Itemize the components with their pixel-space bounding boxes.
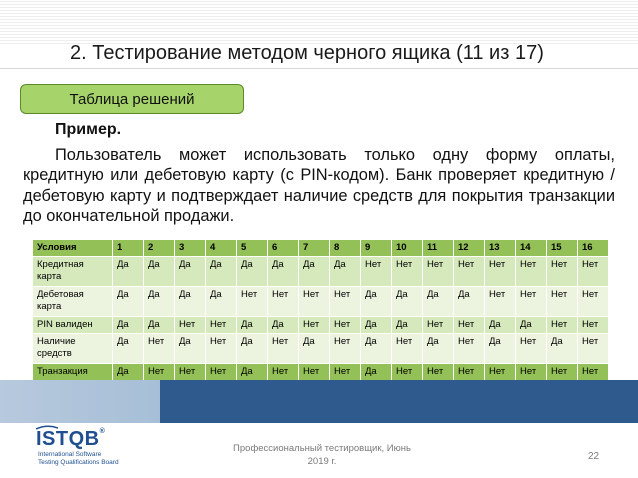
- table-cell: Нет: [578, 334, 608, 363]
- table-cell: Да: [516, 317, 546, 333]
- table-cell: Да: [206, 287, 236, 316]
- example-heading: Пример.: [55, 121, 122, 138]
- table-header-cell: 11: [423, 240, 453, 256]
- istqb-logo: [36, 428, 119, 467]
- table-row: [33, 317, 608, 333]
- table-row: [33, 334, 608, 363]
- footer-line-1: Профессиональный тестировщик, Июнь: [233, 443, 411, 454]
- table-cell: Нет: [268, 334, 298, 363]
- table-cell: Нет: [144, 334, 174, 363]
- table-cell: Нет: [516, 334, 546, 363]
- section-label: [20, 84, 244, 114]
- table-cell: Да: [206, 257, 236, 286]
- table-cell: Нет: [299, 287, 329, 316]
- table-cell: Нет: [454, 317, 484, 333]
- table-cell: Нет: [206, 364, 236, 393]
- table-cell: Да: [237, 334, 267, 363]
- table-cell: Нет: [516, 257, 546, 286]
- table-cell: Нет: [392, 364, 422, 393]
- page-number: 22: [588, 451, 600, 462]
- logo-wordmark: ISTQB®: [36, 428, 106, 450]
- condition-cell: Транзакция: [33, 364, 112, 393]
- table-cell: Нет: [268, 287, 298, 316]
- table-cell: Нет: [392, 257, 422, 286]
- table-cell: Нет: [330, 317, 360, 333]
- decision-table: [32, 239, 609, 394]
- table-header-cell: 14: [516, 240, 546, 256]
- table-cell: Нет: [454, 334, 484, 363]
- table-row: [33, 257, 608, 286]
- table-cell: Нет: [423, 364, 453, 393]
- table-header-row: [33, 240, 608, 256]
- table-cell: Да: [392, 317, 422, 333]
- slide-title: 2. Тестирование методом черного ящика (11 из 17): [70, 42, 544, 64]
- table-cell: Да: [361, 287, 391, 316]
- table-row: [33, 287, 608, 316]
- table-header-cell: 10: [392, 240, 422, 256]
- table-cell: Да: [237, 317, 267, 333]
- table-header-cell: 9: [361, 240, 391, 256]
- condition-cell: Наличие средств: [33, 334, 112, 363]
- table-cell: Нет: [516, 287, 546, 316]
- bottom-decor-band: [0, 380, 638, 423]
- condition-cell: Кредитная карта: [33, 257, 112, 286]
- table-cell: Да: [144, 317, 174, 333]
- table-cell: Нет: [547, 257, 577, 286]
- table-cell: Нет: [175, 364, 205, 393]
- bottom-blue-block: [160, 380, 638, 423]
- section-label-text: Таблица решений: [69, 90, 195, 108]
- table-cell: Нет: [330, 364, 360, 393]
- table-cell: Да: [175, 334, 205, 363]
- table-cell: Да: [361, 317, 391, 333]
- table-cell: Нет: [485, 364, 515, 393]
- table-cell: Нет: [578, 257, 608, 286]
- table-cell: Да: [299, 257, 329, 286]
- table-cell: Нет: [206, 317, 236, 333]
- table-cell: Да: [485, 334, 515, 363]
- decision-table-body: [33, 240, 608, 393]
- table-cell: Да: [175, 257, 205, 286]
- table-cell: Нет: [206, 334, 236, 363]
- table-header-cell: 2: [144, 240, 174, 256]
- condition-cell: PIN валиден: [33, 317, 112, 333]
- table-header-cell: 12: [454, 240, 484, 256]
- table-cell: Да: [268, 257, 298, 286]
- table-cell: Нет: [299, 317, 329, 333]
- table-header-cell: 7: [299, 240, 329, 256]
- table-cell: Да: [485, 317, 515, 333]
- table-cell: Нет: [516, 364, 546, 393]
- table-cell: Да: [144, 287, 174, 316]
- table-cell: Нет: [423, 257, 453, 286]
- table-cell: Нет: [330, 287, 360, 316]
- table-cell: Да: [423, 287, 453, 316]
- table-header-cell: 1: [113, 240, 143, 256]
- example-paragraph: Пользователь может использовать только одну форму оплаты, кредитную или дебетовую карту (с PIN-кодом). Банк проверяет кредитную / дебетовую карту и подтверждает наличие средств для покрытия транзакции до окончательной продажи.: [23, 146, 615, 226]
- table-header-cell: 13: [485, 240, 515, 256]
- table-cell: Нет: [454, 364, 484, 393]
- table-cell: Да: [175, 287, 205, 316]
- table-cell: Да: [268, 317, 298, 333]
- table-cell: Нет: [237, 287, 267, 316]
- table-cell: Да: [299, 334, 329, 363]
- table-cell: Да: [361, 334, 391, 363]
- table-cell: Нет: [392, 334, 422, 363]
- table-header-cell: 4: [206, 240, 236, 256]
- table-cell: Да: [113, 287, 143, 316]
- footer-text: [222, 442, 422, 468]
- table-header-cell: 3: [175, 240, 205, 256]
- table-cell: Нет: [361, 257, 391, 286]
- table-header-cell: 16: [578, 240, 608, 256]
- table-header-cell: Условия: [33, 240, 112, 256]
- table-cell: Нет: [330, 334, 360, 363]
- table-cell: Да: [454, 287, 484, 316]
- table-cell: Нет: [175, 317, 205, 333]
- condition-cell: Дебетовая карта: [33, 287, 112, 316]
- logo-subtitle-2: Testing Qualifications Board: [38, 459, 119, 466]
- table-cell: Да: [113, 257, 143, 286]
- table-header-cell: 5: [237, 240, 267, 256]
- table-cell: Да: [361, 364, 391, 393]
- table-cell: Да: [330, 257, 360, 286]
- table-cell: Да: [237, 257, 267, 286]
- table-cell: Да: [547, 334, 577, 363]
- table-cell: Нет: [547, 317, 577, 333]
- table-cell: Да: [113, 334, 143, 363]
- table-cell: Нет: [485, 287, 515, 316]
- table-cell: Нет: [547, 364, 577, 393]
- table-cell: Да: [144, 257, 174, 286]
- table-cell: Нет: [268, 364, 298, 393]
- table-cell: Нет: [547, 287, 577, 316]
- table-cell: Нет: [299, 364, 329, 393]
- footer-line-2: 2019 г.: [307, 456, 337, 467]
- table-cell: Да: [113, 317, 143, 333]
- table-cell: Нет: [578, 317, 608, 333]
- logo-swoosh-icon: [36, 425, 58, 430]
- table-header-cell: 15: [547, 240, 577, 256]
- table-cell: Да: [113, 364, 143, 393]
- title-divider: [0, 68, 638, 69]
- table-cell: Да: [237, 364, 267, 393]
- table-cell: Нет: [144, 364, 174, 393]
- table-cell: Нет: [454, 257, 484, 286]
- table-header-cell: 8: [330, 240, 360, 256]
- table-header-cell: 6: [268, 240, 298, 256]
- logo-subtitle-1: International Software: [38, 451, 102, 458]
- table-cell: Да: [392, 287, 422, 316]
- top-decor-band: [0, 0, 638, 44]
- table-cell: Да: [423, 334, 453, 363]
- table-cell: Нет: [578, 364, 608, 393]
- table-cell: Нет: [423, 317, 453, 333]
- table-cell: Нет: [485, 257, 515, 286]
- table-cell: Нет: [578, 287, 608, 316]
